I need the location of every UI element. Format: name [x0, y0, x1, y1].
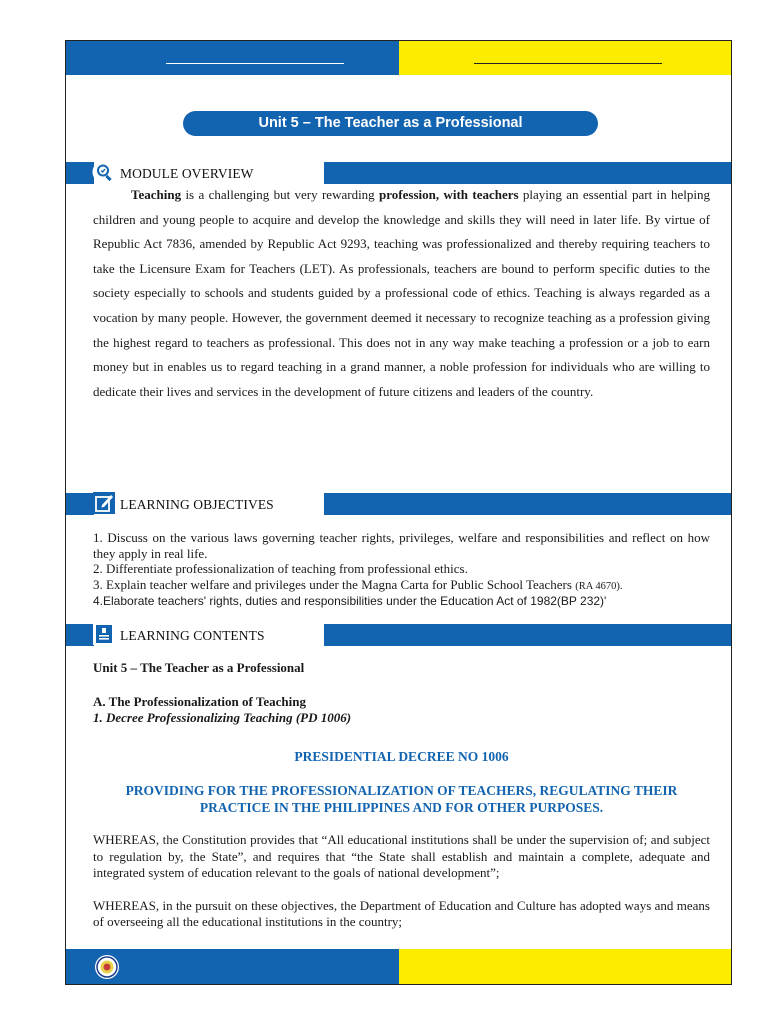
learning-objectives-list	[93, 530, 710, 610]
objective-item: 4.Elaborate teachers' rights, duties and responsibilities under the Education Act of 1982(BP 232)'	[93, 594, 607, 608]
whereas-paragraph: WHEREAS, the Constitution provides that “All educational institutions shall be under the supervision of; and subject to regulation by, the State”, and requires that “the State shall establish and maintain a complete, adequate and integrated system of education relevant to the goals of national development”;	[93, 832, 710, 880]
module-overview-title: MODULE OVERVIEW	[120, 166, 254, 181]
objective-item: 2. Differentiate professionalization of teaching from professional ethics.	[93, 561, 468, 576]
header-blue-block	[66, 41, 399, 75]
objective-item: 3. Explain teacher welfare and privileges under the Magna Carta for Public School Teachers (RA 4670).	[93, 576, 623, 592]
header-blank-line-right	[474, 63, 662, 64]
footer-band	[66, 949, 731, 984]
header-band	[66, 41, 731, 75]
document-list-icon	[92, 622, 116, 646]
content-subheading: A. The Professionalization of Teaching	[93, 694, 306, 709]
pencil-edit-icon	[92, 491, 116, 515]
decree-subtitle: PROVIDING FOR THE PROFESSIONALIZATION OF TEACHERS, REGULATING THEIR PRACTICE IN THE PHILIPPINES AND FOR OTHER PURPOSES.	[125, 783, 678, 815]
learning-objectives-title: LEARNING OBJECTIVES	[120, 497, 274, 512]
magnifier-check-icon	[92, 160, 116, 184]
learning-contents-title: LEARNING CONTENTS	[120, 628, 265, 643]
footer-blue-block	[66, 949, 399, 984]
content-unit-heading: Unit 5 – The Teacher as a Professional	[93, 660, 305, 675]
school-seal-icon	[94, 954, 120, 980]
learning-objectives-bar	[66, 493, 731, 515]
learning-contents-bar	[66, 624, 731, 646]
header-blank-line-left	[166, 63, 344, 64]
module-overview-paragraph: Teaching is a challenging but very rewarding profession, with teachers playing an essential part in helping children and young people to acquire and develop the knowledge and skills they will need in later life. By virtue of Republic Act 7836, amended by Republic Act 9293, teaching was professionalized and thereby requiring teachers to take the Licensure Exam for Teachers (LET). As professionals, teachers are bound to perform specific duties to the society especially to schools and students guided by a professional code of ethics. Teaching is always regarded as a vocation by many people. However, the government deemed it necessary to recognize teaching as a profession giving the highest regard to teachers as professional. This does not in any way make teaching a profession or a job to earn money but in enables us to regard teaching in a grand manner, a noble profession for individuals who are willing to dedicate their lives and services in the development of future citizens and leaders of the country.	[93, 187, 710, 399]
module-overview-bar	[66, 162, 731, 184]
unit-title-banner: Unit 5 – The Teacher as a Professional	[183, 111, 598, 136]
objective-item: 1. Discuss on the various laws governing teacher rights, privileges, welfare and responsibilities and reflect on how they apply in real life.	[93, 530, 710, 561]
header-yellow-block	[399, 41, 731, 75]
footer-yellow-block	[399, 949, 731, 984]
content-subheading-italic: 1. Decree Professionalizing Teaching (PD 1006)	[93, 710, 352, 725]
decree-title: PRESIDENTIAL DECREE NO 1006	[294, 749, 509, 764]
whereas-paragraph: WHEREAS, in the pursuit on these objectives, the Department of Education and Culture has adopted ways and means of overseeing all the educational institutions in the country;	[93, 897, 710, 929]
document-page	[65, 40, 732, 985]
learning-contents-body	[93, 659, 710, 931]
